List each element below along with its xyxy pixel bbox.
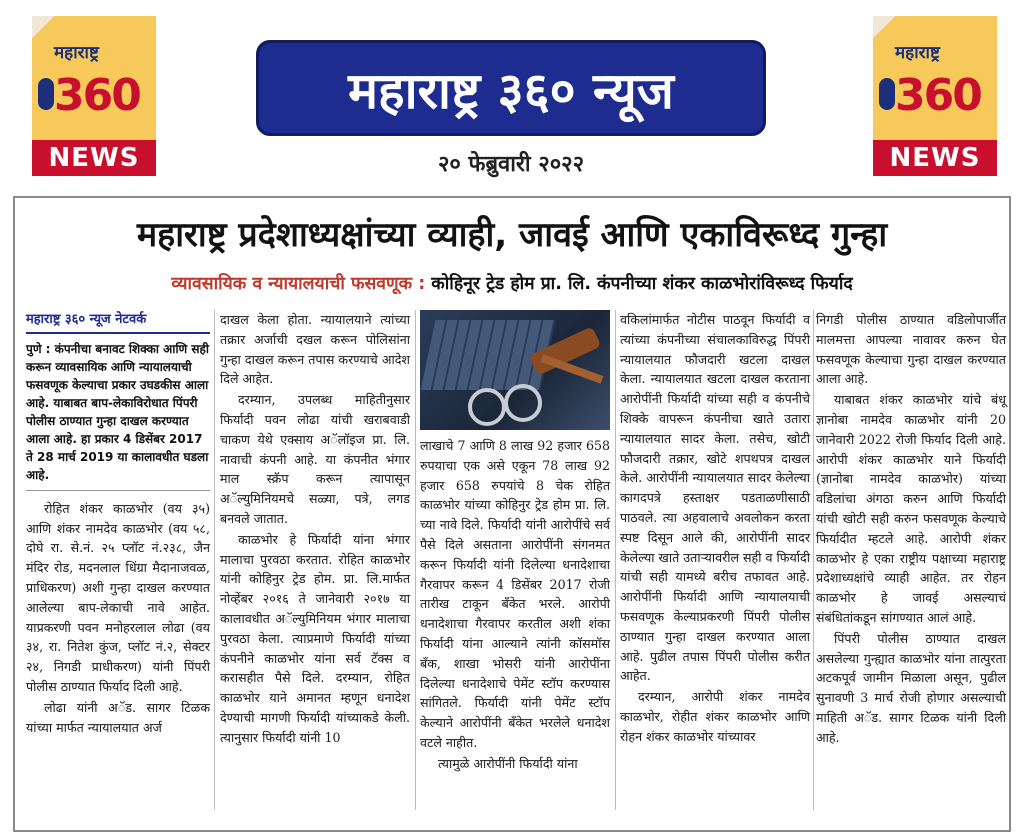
column-divider [415, 310, 416, 810]
column-divider [615, 310, 616, 810]
byline: महाराष्ट्र ३६० न्यूज नेटवर्क [26, 310, 210, 334]
paragraph: पिंपरी पोलीस ठाण्यात दाखल असलेल्या गुन्ह्यात काळभोर यांना तात्पुरता अटकपूर्व जामीन मिळाला असून, पुढील सुनावणी 3 मार्च रोजी होणार असल्याची माहिती अॅड. सागर टिळक यांनी दिली आहे. [816, 630, 1006, 745]
article-column-1 [26, 310, 210, 738]
subhead-red: व्यावसायिक व न्यायालयाची फसवणूक : [171, 274, 426, 294]
paragraph: काळभोर हे फिर्यादी यांना भंगार मालाचा पुरवठा करतात. रोहित काळभोर यांनी कोहिनुर ट्रेड होम. प्रा. लि.मार्फत नोव्हेंबर २०१६ ते जानेवारी २०१७ या कालावधीत अॅल्युमिनियम भंगार मालाचा पुरवठा केला. त्याप्रमाणे फिर्यादी यांच्या कंपनीने काळभोर यांना सर्व टॅक्स व करासहीत पैसे दिले. दरम्यान, रोहित काळभोर याने अमानत म्हणून धनादेश देण्याची मागणी फिर्यादी यांच्याकडे केली. त्यानुसार फिर्यादी यांनी 10 [220, 531, 410, 745]
article-summary: पुणे : कंपनीचा बनावट शिक्का आणि सही करून व्यावसायिक आणि न्यायालयाची फसवणूक केल्याचा प्रकार उघडकीस आला आहे. याबाबत बाप-लेकाविरोधात पिंपरी पोलीस ठाण्यात गुन्हा दाखल करण्यात आला आहे. हा प्रकार 4 डिसेंबर 2017 ते 28 मार्च 2019 या कालावधीत घडला आहे. [26, 340, 210, 491]
logo-top-text: महाराष्ट्र [54, 43, 99, 63]
paragraph: लोढा यांनी अॅड. सागर टिळक यांच्या मार्फत न्यायालयात अर्ज [26, 699, 210, 735]
logo-news-badge: NEWS [32, 140, 156, 176]
microphone-icon [38, 78, 54, 110]
paragraph: दरम्यान, आरोपी शंकर नामदेव काळभोर, रोहीत शंकर काळभोर आणि रोहन शंकर काळभोर यांच्यावर [620, 689, 810, 744]
article-column-5 [816, 310, 1006, 749]
article-subhead [22, 271, 1002, 295]
logo-top-text: महाराष्ट्र [895, 43, 940, 63]
paragraph: रोहित शंकर काळभोर (वय ३५) आणि शंकर नामदेव काळभोर (वय ५८, दोघे रा. से.नं. २५ प्लॉट नं.२३८, जैन मंदिर रोड, मदनलाल धिंग्रा मैदानाजवळ, प्राधिकरण) अशी गुन्हा दाखल करण्यात आलेल्या बाप-लेकाची नावे आहेत. याप्रकरणी पवन मनोहरलाल लोढा (वय ३४, रा. नितेश कुंज, प्लॉट नं.२, सेक्टर २४, निगडी प्राधीकरण) यांनी पिंपरी पोलीस ठाण्यात फिर्याद दिली आहे. [26, 500, 210, 694]
article-column-4 [620, 310, 810, 748]
handcuffs-icon [468, 388, 506, 426]
issue-date: २० फेब्रुवारी २०२२ [437, 152, 585, 177]
column-divider [214, 310, 215, 810]
paragraph: त्यामुळे आरोपींनी फिर्यादी यांना [438, 755, 578, 771]
microphone-icon [879, 78, 895, 110]
article-column-2 [220, 310, 410, 749]
article-headline: महाराष्ट्र प्रदेशाध्यक्षांच्या व्याही, जावई आणि एकाविरूध्द गुन्हा [136, 215, 888, 255]
article-column-3 [420, 436, 610, 775]
handcuffs-icon [504, 384, 542, 422]
paragraph: लाखाचे 7 आणि 8 लाख 92 हजार 658 रुपयाचा एक असे एकून 78 लाख 92 हजार 658 रुपयांचे 8 चेक रोहित काळभोर यांच्या कोहिनुर ट्रेड होम प्रा. लि. च्या नावे दिले. फिर्यादी यांनी आरोपींचे सर्व पैसे दिले असताना आरोपींनी संगनमत करून फिर्यादी यांनी दिलेल्या धनादेशाचा गैरवापर करून 4 डिसेंबर 2017 रोजी तारीख टाकून बँकेत भरले. आरोपी धनादेशाचा गैरवापर करतील अशी शंका फिर्यादी यांना आल्याने त्यांनी कॉसमॉस बँक, शाखा भोसरी यांनी आरोपींना दिलेल्या धनादेशाचे पेमेंट स्टॉप करण्यास सांगितले. फिर्यादी यांनी पेमेंट स्टॉप केल्याने आरोपींनी बँकेत भरलेले धनादेश वटले नाहीत. [420, 438, 610, 750]
article-photo-gavel-handcuffs [420, 310, 610, 430]
logo-right [873, 16, 997, 176]
masthead-title: महाराष्ट्र ३६० न्यूज [256, 40, 766, 136]
paragraph: दाखल केला होता. न्यायालयाने त्यांच्या तक्रार अर्जाची दखल करून पोलिसांना गुन्हा दाखल करून तपास करण्याचे आदेश दिले आहेत. [220, 312, 410, 387]
logo-left [32, 16, 156, 176]
paragraph: निगडी पोलीस ठाण्यात वडिलोपार्जीत मालमत्ता आपल्या नावावर करुन घेत फसवणूक केल्याचा गुन्हा दाखल करण्यात आला आहे. [816, 312, 1006, 387]
logo-number: 360 [895, 70, 981, 121]
logo-number: 360 [54, 70, 140, 121]
column-divider [813, 310, 814, 810]
subhead-black: कोहिनूर ट्रेड होम प्रा. लि. कंपनीच्या शंकर काळभोरांविरूध्द फिर्याद [425, 274, 853, 294]
paragraph: वकिलांमार्फत नोटीस पाठवून फिर्यादी व त्यांच्या कंपनीच्या संचालकाविरुद्ध पिंपरी न्यायालयात फौजदारी खटला दाखल केला. न्यायालयात खटला दाखल करताना आरोपींनी फिर्यादी यांच्या सही व कंपनीचे शिक्के वापरून कंपनीचा खाते उतारा न्यायालयात सादर केला. तसेच, खोटी फौजदारी तक्रार, खोटे शपथपत्र दाखल केले. आरोपींनी न्यायालयात सादर केलेल्या कागदपत्रे हस्ताक्षर पडताळणीसाठी पाठवले. त्या अहवालाचे अवलोकन करता स्पष्ट दिसून आले की, आरोपींनी सादर केलेल्या खाते उताऱ्यावरील सही व फिर्यादी यांची सही यामध्ये बरीच तफावत आहे. आरोपींनी फिर्यादी आणि न्यायालयाची फसवणूक केल्याप्रकरणी पिंपरी पोलीस ठाण्यात गुन्हा दाखल करण्यात आला आहे. पुढील तपास पिंपरी पोलीस करीत आहेत. [620, 312, 810, 684]
paragraph: याबाबत शंकर काळभोर यांचे बंधू ज्ञानोबा नामदेव काळभोर यांनी 20 जानेवारी 2022 रोजी फिर्याद दिली आहे. आरोपी शंकर काळभोर याने फिर्यादी (ज्ञानोबा नामदेव काळभोर) यांच्या वडिलांचा अंगठा करुन आणि फिर्यादी यांची खोटी सही करुन फसवणूक केल्याचे फिर्यादीत म्हटले आहे. आरोपी शंकर काळभोर हे एका राष्ट्रीय पक्षाच्या महाराष्ट्र प्रदेशाध्यक्षांचे व्याही आहेत. तर रोहन काळभोर हे जावई असल्याचं संबंधितांकडून सांगण्यात आलं आहे. [816, 392, 1006, 625]
paragraph: दरम्यान, उपलब्ध माहितीनुसार फिर्यादी पवन लोढा यांची खराबवाडी चाकण येथे एक्साय अॅलॉइज प्रा. लि. नावाची कंपनी आहे. या कंपनीत भंगार माल स्क्रॅप करून त्यापासून अॅल्युमिनियमचे सळ्या, पत्रे, लगड बनवले जातात. [220, 392, 410, 526]
logo-news-badge: NEWS [873, 140, 997, 176]
